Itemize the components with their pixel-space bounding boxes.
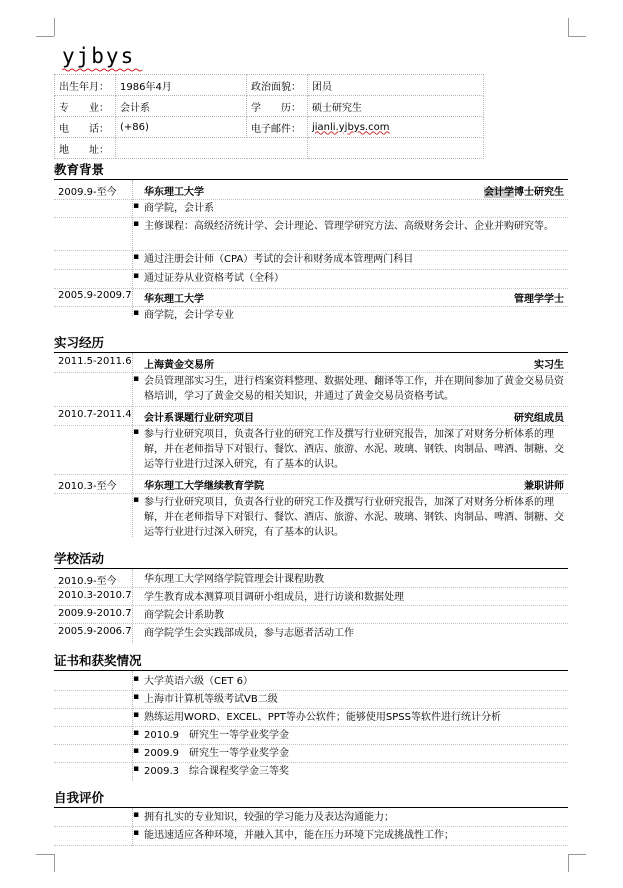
row-divider bbox=[54, 406, 568, 407]
bullet-icon: ▪ bbox=[132, 746, 140, 756]
row-divider bbox=[54, 493, 568, 494]
list-item: 商学院，会计系 bbox=[144, 203, 214, 214]
bullet-icon: ▪ bbox=[132, 810, 140, 820]
major-value[interactable]: 会计系 bbox=[116, 96, 247, 117]
entry-org: 华东理工大学 bbox=[144, 187, 204, 198]
birth-value[interactable]: 1986年4月 bbox=[116, 75, 247, 96]
entry-role: 研究组成员 bbox=[514, 413, 564, 424]
phone-label: 电 话： bbox=[55, 117, 116, 138]
entry-role: 会计学博士研究生 bbox=[484, 187, 564, 198]
bullet-icon: ▪ bbox=[132, 252, 140, 262]
certificates-heading: 证书和获奖情况 bbox=[54, 653, 142, 668]
entry-role: 实习生 bbox=[534, 360, 564, 371]
phone-value[interactable]: (+86) bbox=[116, 117, 247, 138]
political-label: 政治面貌： bbox=[247, 75, 308, 96]
list-item: 商学院，会计学专业 bbox=[144, 310, 234, 321]
entry-date: 2010.7-2011.4 bbox=[58, 409, 132, 420]
row-divider bbox=[54, 306, 568, 307]
bullet-icon: ▪ bbox=[132, 828, 140, 838]
activity-text: 学生教育成本测算项目调研小组成员，进行访谈和数据处理 bbox=[144, 592, 404, 603]
internship-entry-2 bbox=[54, 409, 568, 424]
crop-mark-bottom-left bbox=[36, 854, 54, 855]
list-item: 熟练运用WORD、EXCEL、PPT等办公软件；能够使用SPSS等软件进行统计分析 bbox=[144, 712, 501, 723]
row-divider bbox=[54, 425, 568, 426]
row-divider bbox=[54, 762, 568, 763]
bullet-icon: ▪ bbox=[132, 692, 140, 702]
political-value[interactable]: 团员 bbox=[308, 75, 484, 96]
list-item: 主修课程：高级经济统计学、会计理论、管理学研究方法、高级财务会计、企业并购研究等。 bbox=[144, 221, 554, 232]
self-eval-heading: 自我评价 bbox=[54, 790, 105, 805]
row-divider bbox=[54, 744, 568, 745]
list-item: 2009.9 研究生一等学业奖学金 bbox=[144, 748, 289, 759]
internship-entry-3 bbox=[54, 477, 568, 492]
row-divider bbox=[54, 250, 568, 251]
entry-date: 2011.5-2011.6 bbox=[58, 356, 132, 367]
row-divider bbox=[54, 217, 568, 218]
address-label: 地 址： bbox=[55, 138, 116, 159]
column-divider bbox=[132, 569, 133, 643]
table-row bbox=[55, 96, 484, 117]
row-divider bbox=[54, 605, 568, 606]
table-row bbox=[55, 138, 484, 159]
email-label: 电子邮件： bbox=[247, 117, 308, 138]
activity-text: 华东理工大学网络学院管理会计课程助教 bbox=[144, 574, 324, 585]
list-item: 能迅速适应各种环境，并融入其中，能在压力环境下完成挑战性工作； bbox=[144, 830, 454, 841]
list-item: 通过注册会计师（CPA）考试的会计和财务成本管理两门科目 bbox=[144, 254, 414, 265]
bullet-icon: ▪ bbox=[132, 219, 140, 229]
row-divider bbox=[54, 269, 568, 270]
crop-mark-bottom-right bbox=[568, 854, 586, 855]
major-label: 专 业： bbox=[55, 96, 116, 117]
table-row bbox=[55, 117, 484, 138]
highlighted-text[interactable]: 会计学 bbox=[484, 187, 514, 198]
crop-mark-bottom-right bbox=[568, 854, 569, 872]
birth-label: 出生年月： bbox=[55, 75, 116, 96]
education-heading: 教育背景 bbox=[54, 162, 105, 177]
personal-info-table bbox=[54, 74, 484, 159]
entry-org: 华东理工大学 bbox=[144, 294, 204, 305]
bullet-icon: ▪ bbox=[132, 495, 140, 505]
email-link[interactable]: jianli.yjbys.com bbox=[312, 121, 390, 133]
entry-org: 上海黄金交易所 bbox=[144, 360, 214, 371]
bullet-icon: ▪ bbox=[132, 308, 140, 318]
row-divider bbox=[54, 199, 568, 200]
list-item: 通过证券从业资格考试（全科） bbox=[144, 273, 284, 284]
list-item: 拥有扎实的专业知识，较强的学习能力及表达沟通能力； bbox=[144, 812, 394, 823]
candidate-name[interactable]: yjbys bbox=[62, 44, 136, 68]
degree-value[interactable]: 硕士研究生 bbox=[308, 96, 484, 117]
activity-date: 2005.9-2006.7 bbox=[58, 626, 132, 637]
crop-mark-bottom-left bbox=[54, 854, 55, 872]
row-divider bbox=[54, 690, 568, 691]
empty-cell bbox=[308, 138, 484, 159]
row-divider bbox=[54, 372, 568, 373]
spellcheck-underline bbox=[62, 68, 144, 72]
activity-date: 2010.3-2010.7 bbox=[58, 590, 132, 601]
internship-entry-1 bbox=[54, 356, 568, 371]
activity-text: 商学院会计系助教 bbox=[144, 610, 224, 621]
list-item: 2010.9 研究生一等学业奖学金 bbox=[144, 730, 289, 741]
internship-heading: 实习经历 bbox=[54, 335, 105, 350]
education-entry-1 bbox=[54, 183, 568, 198]
bullet-icon: ▪ bbox=[132, 374, 140, 384]
list-item: 参与行业研究项目，负责各行业的研究工作及撰写行业研究报告，加深了对财务分析体系的理解，并在老师指导下对银行、餐饮、酒店、旅游、水泥、玻璃、钢铁、肉制品、啤酒、制糖、交运等行业进行过深入研究，有了基本的认识。 bbox=[144, 429, 564, 470]
bullet-icon: ▪ bbox=[132, 710, 140, 720]
table-row bbox=[55, 75, 484, 96]
list-item: 参与行业研究项目，负责各行业的研究工作及撰写行业研究报告，加深了对财务分析体系的理解，并在老师指导下对银行、餐饮、酒店、旅游、水泥、玻璃、钢铁、肉制品、啤酒、制糖、交运等行业进行过深入研究，有了基本的认识。 bbox=[144, 497, 564, 538]
list-item: 会员管理部实习生，进行档案资料整理、数据处理、翻译等工作，并在期间参加了黄金交易员资格培训，学习了黄金交易的相关知识，并通过了黄金交易员资格考试。 bbox=[144, 376, 564, 402]
entry-org: 华东理工大学继续教育学院 bbox=[144, 481, 264, 492]
list-item: 大学英语六级（CET 6） bbox=[144, 676, 253, 687]
address-value[interactable] bbox=[116, 138, 308, 159]
bullet-icon: ▪ bbox=[132, 674, 140, 684]
entry-date: 2009.9-至今 bbox=[58, 187, 117, 198]
row-divider bbox=[54, 474, 568, 475]
entry-date: 2010.3-至今 bbox=[58, 481, 117, 492]
row-divider bbox=[54, 587, 568, 588]
list-item: 上海市计算机等级考试VB二级 bbox=[144, 694, 278, 705]
entry-role: 兼职讲师 bbox=[524, 481, 564, 492]
row-divider bbox=[54, 623, 568, 624]
education-entry-2 bbox=[54, 290, 568, 305]
activities-heading: 学校活动 bbox=[54, 551, 105, 566]
crop-mark-top-left bbox=[54, 18, 55, 36]
row-divider bbox=[54, 288, 568, 289]
list-item: 2009.3 综合课程奖学金三等奖 bbox=[144, 766, 289, 777]
activity-date: 2009.9-2010.7 bbox=[58, 608, 132, 619]
bullet-icon: ▪ bbox=[132, 728, 140, 738]
activity-date: 2010.9-至今 bbox=[58, 576, 117, 587]
entry-date: 2005.9-2009.7 bbox=[58, 290, 132, 301]
crop-mark-top-right bbox=[568, 18, 569, 36]
degree-label: 学 历： bbox=[247, 96, 308, 117]
row-divider bbox=[54, 826, 568, 827]
email-value[interactable] bbox=[308, 117, 484, 138]
row-divider bbox=[54, 708, 568, 709]
row-divider bbox=[54, 726, 568, 727]
crop-mark-top-right bbox=[568, 36, 586, 37]
crop-mark-top-left bbox=[36, 36, 54, 37]
row-divider bbox=[54, 845, 568, 846]
entry-org: 会计系课题行业研究项目 bbox=[144, 413, 254, 424]
bullet-icon: ▪ bbox=[132, 201, 140, 211]
bullet-icon: ▪ bbox=[132, 764, 140, 774]
activity-text: 商学院学生会实践部成员，参与志愿者活动工作 bbox=[144, 628, 354, 639]
bullet-icon: ▪ bbox=[132, 271, 140, 281]
entry-role: 管理学学士 bbox=[514, 294, 564, 305]
bullet-icon: ▪ bbox=[132, 427, 140, 437]
